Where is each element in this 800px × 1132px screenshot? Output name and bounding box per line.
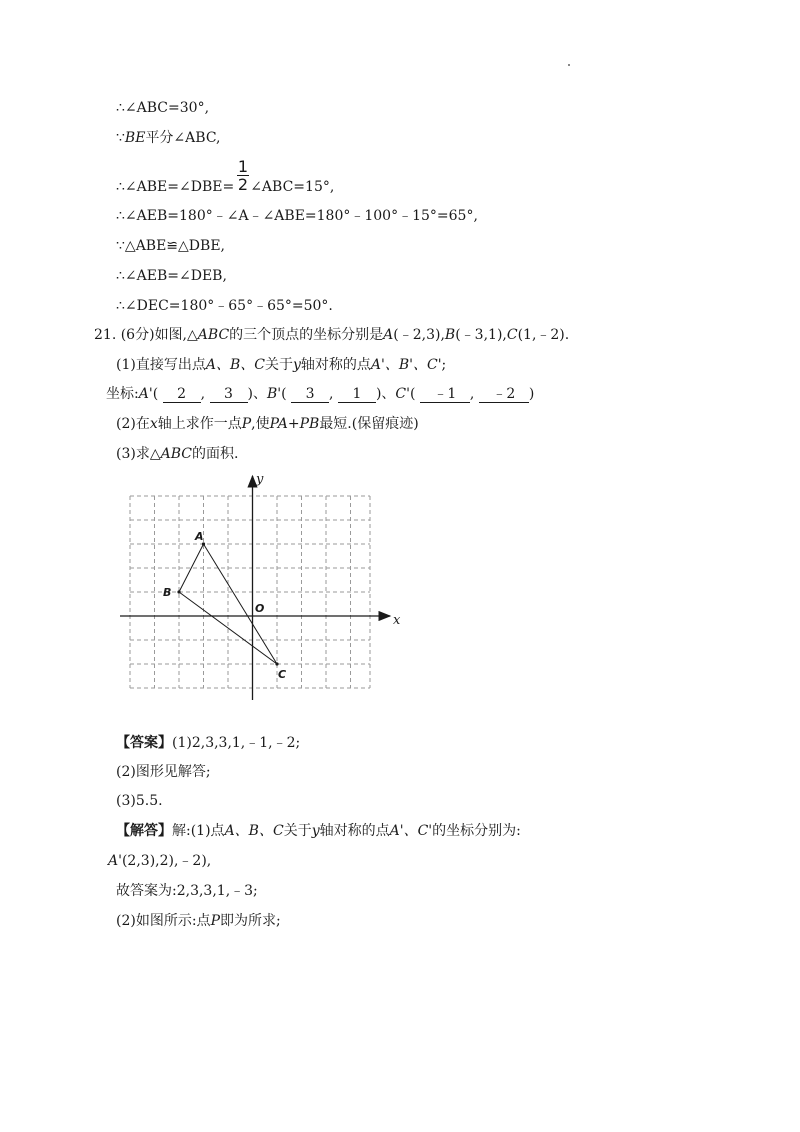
blank-a-y[interactable]: 3	[210, 386, 248, 403]
blank-b-y[interactable]: 1	[338, 386, 376, 403]
coordinate-grid-figure	[115, 466, 405, 706]
proof-line-2: ∵BE平分∠ABC,	[116, 130, 221, 146]
proof-line-3: ∴∠ABE=∠DBE= ∠ABC=15°,	[116, 179, 335, 195]
answer-line-1: 【答案】(1)2,3,3,1,﹣1,﹣2;	[116, 735, 301, 751]
coordinate-blanks: 坐标:A'( 2 , 3 )、B'( 3 , 1 )、C'( ﹣1 , ﹣2 )	[106, 386, 535, 402]
fraction-one-half: 1 2	[237, 157, 249, 194]
solution-line-4: (2)如图所示:点P即为所求;	[116, 913, 281, 929]
blank-b-x[interactable]: 3	[291, 386, 329, 403]
proof-line-4: ∴∠AEB=180°﹣∠A﹣∠ABE=180°﹣100°﹣15°=65°,	[116, 208, 478, 224]
answer-line-3: (3)5.5.	[116, 793, 163, 809]
proof-line-6: ∴∠AEB=∠DEB,	[116, 268, 227, 284]
question-stem: 21. (6分)如图,△ABC的三个顶点的坐标分别是A(﹣2,3),B(﹣3,1),C(1,﹣2).	[94, 327, 570, 343]
x-axis-label: x	[393, 613, 401, 628]
question-part-3: (3)求△ABC的面积.	[116, 446, 239, 462]
label-a: A	[195, 530, 204, 543]
question-part-2: (2)在x轴上求作一点P,使PA+PB最短.(保留痕迹)	[116, 416, 419, 432]
proof-line-7: ∴∠DEC=180°﹣65°﹣65°=50°.	[116, 298, 333, 314]
solution-line-3: 故答案为:2,3,3,1,﹣3;	[116, 883, 258, 899]
blank-c-x[interactable]: ﹣1	[420, 386, 470, 403]
solution-line-1: 【解答】解:(1)点A、B、C关于y轴对称的点A'、C'的坐标分别为:	[116, 823, 521, 839]
solution-line-2: A'(2,3),2),﹣2),	[108, 853, 212, 869]
answer-line-2: (2)图形见解答;	[116, 764, 211, 780]
proof-line-1: ∴∠ABC=30°,	[116, 100, 210, 116]
y-axis-label: y	[256, 472, 264, 487]
point-c	[275, 662, 278, 665]
label-c: C	[278, 668, 287, 681]
page-dot-mark	[568, 64, 570, 66]
point-b	[177, 590, 180, 593]
origin-label: O	[255, 602, 265, 615]
blank-a-x[interactable]: 2	[163, 386, 201, 403]
label-b: B	[163, 586, 172, 599]
blank-c-y[interactable]: ﹣2	[479, 386, 529, 403]
question-part-1: (1)直接写出点A、B、C关于y轴对称的点A'、B'、C';	[116, 357, 447, 373]
proof-line-5: ∵△ABE≌△DBE,	[116, 238, 225, 254]
